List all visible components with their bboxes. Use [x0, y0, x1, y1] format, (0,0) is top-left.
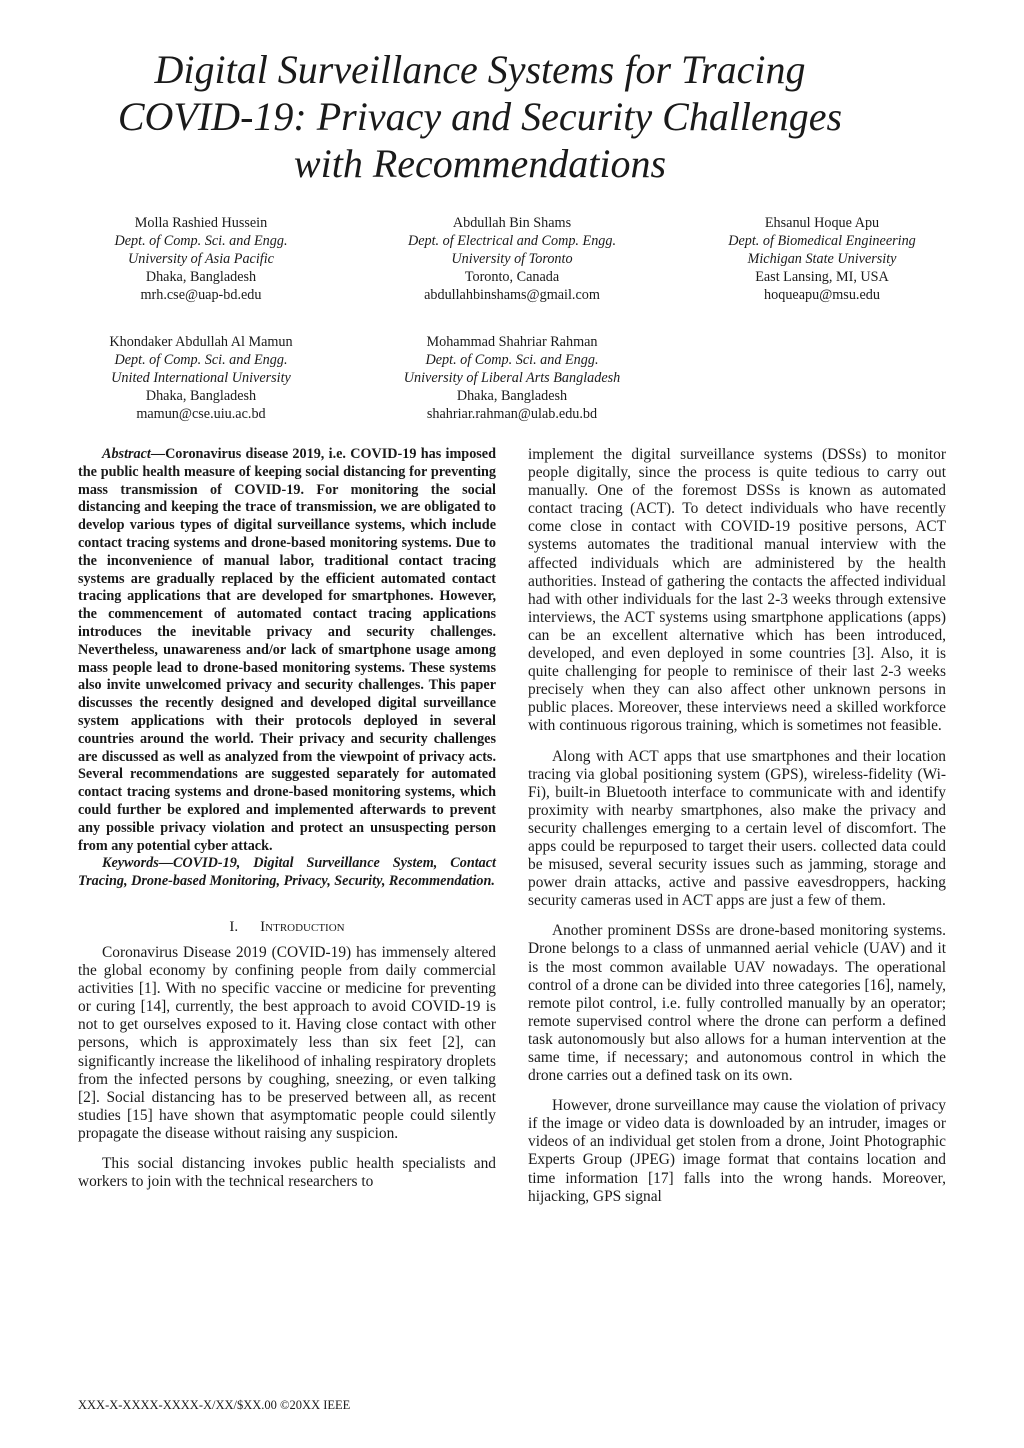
author-name: Abdullah Bin Shams: [452, 215, 572, 231]
author-institution: University of Toronto: [451, 251, 573, 267]
author-location: East Lansing, MI, USA: [755, 269, 889, 285]
body-paragraph: Another prominent DSSs are drone-based monitoring systems. Drone belongs to a class of unmanned aerial vehicle (UAV) and it is the most common available UAV nowadays. The operational control of a drone can be divided into three categories [16], namely, remote pilot control, i.e. fully controlled manually by an operator; remote supervised control where the drone can perform a defined task autonomously but also allows for a human intervention at the same time, if necessary; and autonomous control in which the drone carries out a defined task on its own.: [528, 922, 946, 1085]
intro-paragraph-1: Coronavirus Disease 2019 (COVID-19) has immensely altered the global economy by confining people from daily commercial activities [1]. With no specific vaccine or medicine for preventing or curing [14], currently, the best approach to avoid COVID-19 is not to get ourselves exposed to it. Having close contact with other persons, which is approximately less than six feet [2], can significantly increase the likelihood of inhaling respiratory droplets from the infected persons by coughing, sneezing, or even talking [2]. Social distancing has to be preserved between all, as recent studies [15] have shown that asymptomatic people could silently propagate the disease without raising any suspicion.: [78, 944, 496, 1142]
author-email: abdullahbinshams@gmail.com: [424, 287, 600, 303]
abstract: [78, 446, 496, 855]
body-paragraph: Along with ACT apps that use smartphones and their location tracing via global positioning system (GPS), wireless-fidelity (Wi-Fi), built-in Bluetooth interface to communicate with and identify proximity with nearby smartphones, also make the privacy and security challenges emerging to a certain level of discomfort. The apps could be repurposed to target their users. collected data could be misused, several security issues such as jamming, storage and power drain attacks, active and passive eavesdroppers, hacking security cameras used in ACT apps are just a few of them.: [528, 747, 946, 910]
section-title: Introduction: [260, 918, 345, 935]
author-name: Ehsanul Hoque Apu: [764, 215, 880, 231]
author-dept: Dept. of Comp. Sci. and Engg.: [114, 352, 288, 368]
author-email: mamun@cse.uiu.ac.bd: [136, 406, 266, 422]
author-location: Dhaka, Bangladesh: [456, 388, 568, 404]
section-number: I.: [229, 918, 239, 935]
author-email: hoqueapu@msu.edu: [764, 287, 880, 303]
author-location: Dhaka, Bangladesh: [145, 269, 257, 285]
author-block-5: [362, 333, 662, 423]
author-email: shahriar.rahman@ulab.edu.bd: [426, 406, 598, 422]
author-email: mrh.cse@uap-bd.edu: [140, 287, 262, 303]
author-dept: Dept. of Comp. Sci. and Engg.: [114, 233, 288, 249]
author-institution: United International University: [111, 370, 291, 386]
body-paragraph: However, drone surveillance may cause the violation of privacy if the image or video data is downloaded by an intruder, images or videos of an individual get stolen from a drone, Joint Photographic Experts Group (JPEG) image format that contains location and time information [17] falls into the wrong hands. Moreover, hijacking, GPS signal: [528, 1097, 946, 1205]
author-dept: Dept. of Comp. Sci. and Engg.: [425, 352, 599, 368]
author-name: Mohammad Shahriar Rahman: [426, 334, 598, 350]
intro-paragraph-2: This social distancing invokes public health specialists and workers to join with the technical researchers to: [78, 1155, 496, 1191]
author-institution: University of Asia Pacific: [128, 251, 274, 267]
paper-title: [60, 46, 900, 187]
author-block-4: [51, 333, 351, 423]
abstract-text: Coronavirus disease 2019, i.e. COVID-19 has imposed the public health measure of keeping social distancing for preventing mass transmission of COVID-19. For monitoring the social distancing and keeping the trace of transmission, we are obligated to develop various types of digital surveillance systems, which include contact tracing systems and drone-based monitoring systems. Due to the inconvenience of manual labor, traditional contact tracing systems are gradually replaced by the efficient automated contact tracing applications that are developed for smartphones. However, the commencement of automated contact tracing applications introduces the inevitable privacy and security challenges. Nevertheless, unawareness and/or lack of smartphone usage among mass people lead to drone-based monitoring systems. These systems also invite unwelcomed privacy and security challenges. This paper discusses the recently designed and developed digital surveillance system applications with their protocols deployed in several countries around the world. Their privacy and security challenges are discussed as well as analyzed from the viewpoint of privacy acts. Several recommendations are suggested separately for automated contact tracing systems and drone-based monitoring systems, which could further be explored and implemented afterwards to prevent any possible privacy violation and protect an unsuspecting person from any potential cyber attack.: [78, 446, 496, 854]
author-institution: Michigan State University: [747, 251, 897, 267]
author-name: Molla Rashied Hussein: [134, 215, 268, 231]
author-block-2: [362, 214, 662, 304]
body-paragraph: implement the digital surveillance systems (DSSs) to monitor people digitally, since the process is quite tedious to carry out manually. One of the foremost DSSs is known as automated contact tracing (ACT). To detect individuals who have recently come close in contact with COVID-19 positive persons, ACT systems automates the traditional manual interview with the affected individuals which are administered by the health authorities. Instead of gathering the contacts the affected individual had with other individuals for the last 2-3 weeks through extensive interviews, the ACT systems using smartphone applications (apps) can be an excellent alternative which has been introduced, developed, and even deployed in some countries [3]. Also, it is quite challenging for people to reminisce of their last 2-3 weeks precisely when they can also affect other unknown persons in public places. Moreover, these interviews need a skilled workforce with continuous rigorous training, which is sometimes not feasible.: [528, 446, 946, 735]
author-location: Toronto, Canada: [464, 269, 560, 285]
author-dept: Dept. of Biomedical Engineering: [728, 233, 916, 249]
author-dept: Dept. of Electrical and Comp. Engg.: [407, 233, 617, 249]
title-line-3: with Recommendations: [293, 141, 667, 186]
right-column: [528, 446, 946, 1206]
title-line-2: COVID-19: Privacy and Security Challenges: [117, 94, 843, 139]
title-line-1: Digital Surveillance Systems for Tracing: [154, 47, 806, 92]
author-name: Khondaker Abdullah Al Mamun: [109, 334, 293, 350]
copyright-footer: XXX-X-XXXX-XXXX-X/XX/$XX.00 ©20XX IEEE: [78, 1398, 351, 1412]
author-institution: University of Liberal Arts Bangladesh: [403, 370, 621, 386]
author-location: Dhaka, Bangladesh: [145, 388, 257, 404]
author-block-1: [51, 214, 351, 304]
abstract-dash: —: [150, 446, 166, 462]
abstract-label: Abstract: [102, 446, 151, 462]
keywords: Keywords—COVID-19, Digital Surveillance System, Contact Tracing, Drone-based Monitoring, Privacy, Security, Recommendation.: [78, 855, 496, 890]
author-block-3: [672, 214, 972, 304]
left-column: [78, 446, 496, 1191]
section-heading: [78, 918, 496, 936]
